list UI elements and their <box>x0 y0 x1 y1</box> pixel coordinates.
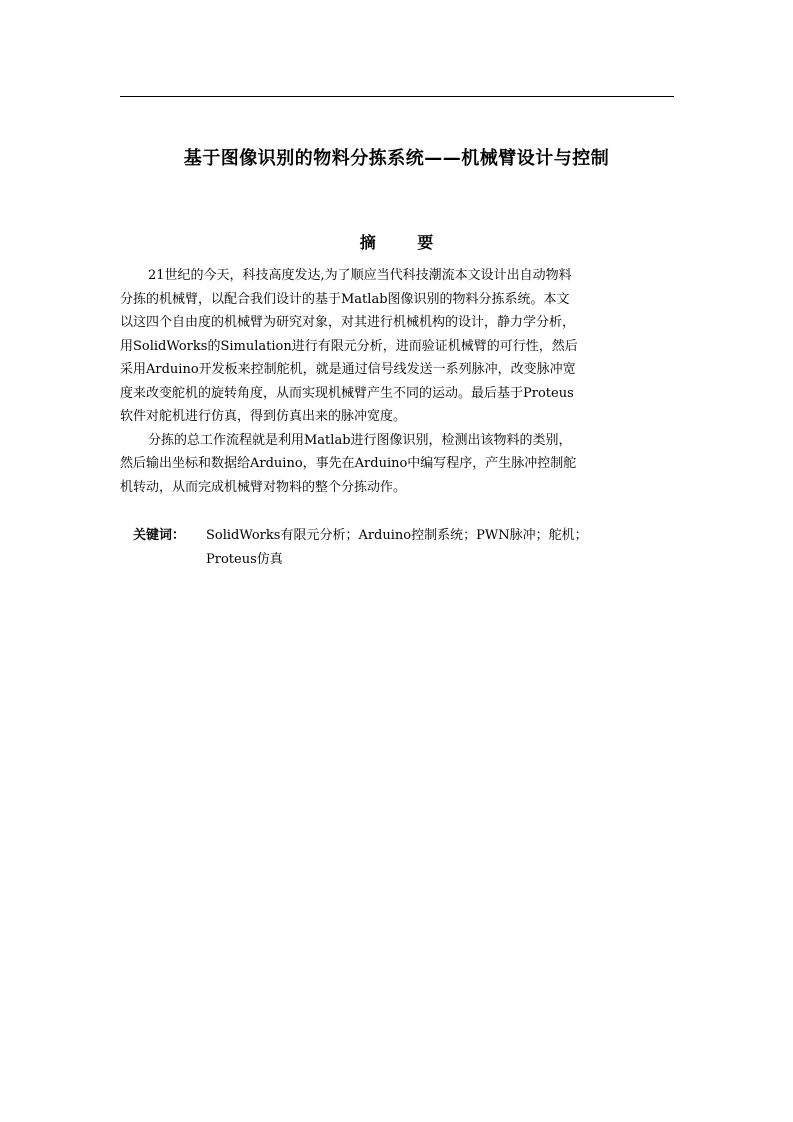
paragraph-1-line: 软件对舵机进行仿真，得到仿真出来的脉冲宽度。 <box>120 409 407 424</box>
abstract-heading: 摘 要 <box>359 233 452 252</box>
keywords-line: Proteus仿真 <box>206 551 283 567</box>
paragraph-1-line: 21世纪的今天，科技高度发达,为了顺应当代科技潮流本文设计出自动物料 <box>148 268 572 283</box>
paragraph-2-line: 机转动，从而完成机械臂对物料的整个分拣动作。 <box>120 479 407 495</box>
abstract-body <box>120 264 676 499</box>
paragraph-1-line: 以这四个自由度的机械臂为研究对象，对其进行机械机构的设计，静力学分析， <box>120 315 576 330</box>
document-title: 基于图像识别的物料分拣系统——机械臂设计与控制 <box>183 148 610 169</box>
abstract-paragraph-1 <box>120 264 676 429</box>
header-rule <box>120 96 674 97</box>
paragraph-1-line: 用SolidWorks的Simulation进行有限元分析，进而验证机械臂的可行性，然后 <box>120 338 578 354</box>
paragraph-2-line: 然后输出坐标和数据给Arduino，事先在Arduino中编写程序，产生脉冲控制舵 <box>120 456 577 471</box>
abstract-paragraph-2 <box>120 429 676 500</box>
paragraph-1-line: 采用Arduino开发板来控制舵机，就是通过信号线发送一系列脉冲，改变脉冲宽 <box>120 362 576 377</box>
keywords-label: 关键词： <box>133 528 186 543</box>
paragraph-1-line: 度来改变舵机的旋转角度，从而实现机械臂产生不同的运动。最后基于Proteus <box>120 385 574 401</box>
keywords-text <box>206 524 676 571</box>
keywords-line: SolidWorks有限元分析；Arduino控制系统；PWN脉冲；舵机； <box>206 528 588 543</box>
paragraph-1-line: 分拣的机械臂，以配合我们设计的基于Matlab图像识别的物料分拣系统。本文 <box>120 291 570 307</box>
paragraph-2-line: 分拣的总工作流程就是利用Matlab进行图像识别，检测出该物料的类别， <box>148 432 572 448</box>
